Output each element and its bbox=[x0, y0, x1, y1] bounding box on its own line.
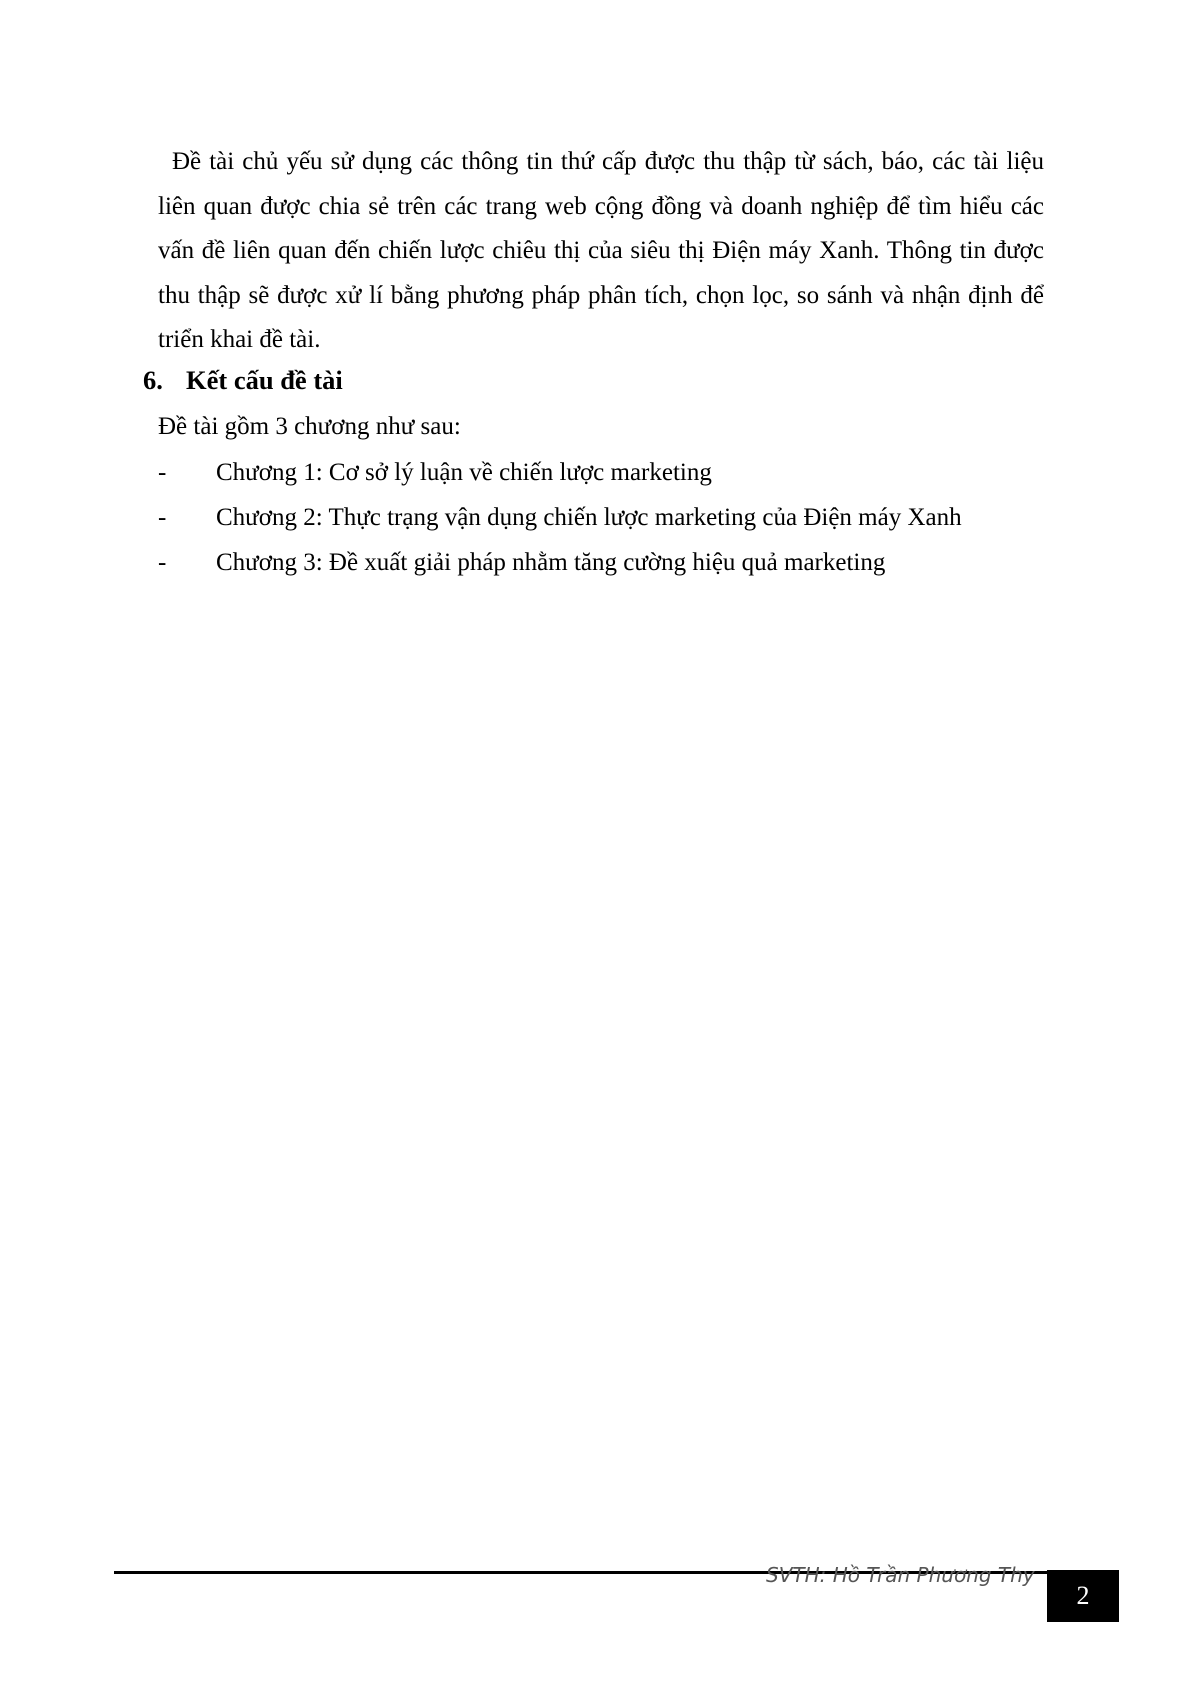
bullet-dash: - bbox=[158, 549, 167, 576]
section-number: 6. bbox=[143, 365, 163, 395]
section-title: Kết cấu đề tài bbox=[186, 365, 343, 395]
body-paragraph: Đề tài chủ yếu sử dụng các thông tin thứ cấp được thu thập từ sách, báo, các tài liệu liên quan được chia sẻ trên các trang web cộng đồng và doanh nghiệp để tìm hiểu các vấn đề liên quan đến chiến lược chiêu thị của siêu thị Điện máy Xanh. Thông tin được thu thập sẽ được xử lí bằng phương pháp phân tích, chọn lọc, so sánh và nhận định để triển khai đề tài. bbox=[158, 148, 1044, 353]
section-heading bbox=[143, 365, 343, 396]
page-number-box bbox=[1047, 1570, 1119, 1622]
chapter-list bbox=[158, 456, 962, 591]
bullet-dash: - bbox=[158, 504, 167, 531]
chapter-text: Chương 2: Thực trạng vận dụng chiến lược marketing của Điện máy Xanh bbox=[216, 504, 962, 531]
page-number: 2 bbox=[1076, 1581, 1090, 1610]
bullet-dash: - bbox=[158, 459, 167, 486]
chapter-item bbox=[158, 501, 962, 546]
chapter-text: Chương 1: Cơ sở lý luận về chiến lược marketing bbox=[216, 459, 712, 486]
chapter-item bbox=[158, 546, 962, 591]
chapter-intro: Đề tài gồm 3 chương như sau: bbox=[158, 413, 461, 440]
footer-author: SVTH: Hồ Trần Phương Thy bbox=[766, 1563, 1035, 1587]
chapter-item bbox=[158, 456, 962, 501]
chapter-text: Chương 3: Đề xuất giải pháp nhằm tăng cường hiệu quả marketing bbox=[216, 549, 886, 576]
